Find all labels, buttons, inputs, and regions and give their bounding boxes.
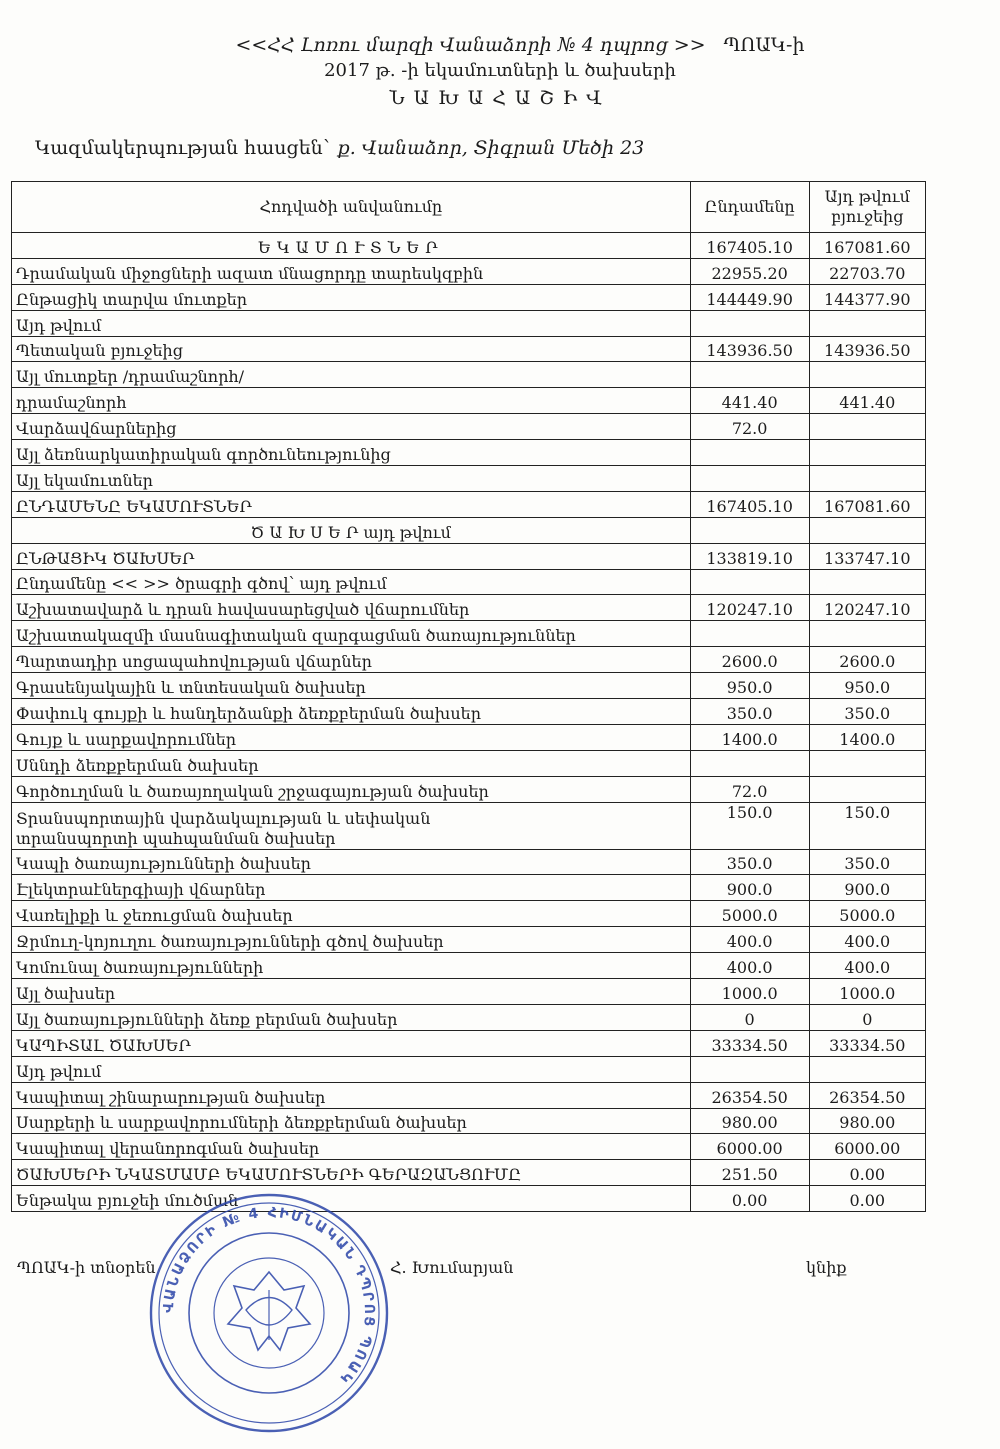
row-name: ԾԱԽՍԵՐԻ ՆԿԱՏՄԱՄԲ ԵԿԱՄՈՒՏՆԵՐԻ ԳԵՐԱԶԱՆՑՈՒՄԸ <box>12 1160 691 1186</box>
row-budget: 133747.10 <box>809 543 925 569</box>
row-budget: 0.00 <box>809 1160 925 1186</box>
row-budget: 350.0 <box>809 849 925 875</box>
row-total: 72.0 <box>690 776 809 802</box>
row-name: Այլ եկամուտներ <box>12 466 691 492</box>
header-budget: Այդ թվում բյուջեից <box>809 182 925 233</box>
row-budget <box>809 776 925 802</box>
budget-table <box>11 181 926 1212</box>
row-budget <box>809 466 925 492</box>
row-name: Կոմունալ ծառայությունների <box>12 953 691 979</box>
row-budget: 400.0 <box>809 927 925 953</box>
address-label: Կազմակերպության հասցեն՝ <box>35 137 330 159</box>
row-total: 0 <box>690 1004 809 1030</box>
table-row <box>12 491 926 517</box>
table-row <box>12 724 926 750</box>
table-row <box>12 979 926 1005</box>
row-budget: 26354.50 <box>809 1082 925 1108</box>
row-budget: 350.0 <box>809 699 925 725</box>
row-total: 1400.0 <box>690 724 809 750</box>
row-name: Սննդի ձեռքբերման ծախսեր <box>12 750 691 776</box>
row-total: 5000.0 <box>690 901 809 927</box>
row-budget: 400.0 <box>809 953 925 979</box>
row-budget <box>809 362 925 388</box>
row-total: 350.0 <box>690 699 809 725</box>
row-budget: 1000.0 <box>809 979 925 1005</box>
row-total: 400.0 <box>690 927 809 953</box>
stamp-label: կնիք <box>806 1258 847 1277</box>
table-row <box>12 673 926 699</box>
row-name: Կապի ծառայությունների ծախսեր <box>12 849 691 875</box>
row-total: 22955.20 <box>690 258 809 284</box>
table-row <box>12 414 926 440</box>
row-name: ԸՆԹԱՑԻԿ ԾԱԽՍԵՐ <box>12 543 691 569</box>
row-total <box>690 310 809 336</box>
row-name: Տրանսպորտային վարձակալության և սեփական տրանսպորտի պահպանման ծախսեր <box>12 802 691 849</box>
row-name: Այլ ծախսեր <box>12 979 691 1005</box>
table-row <box>12 466 926 492</box>
row-name: Այլ մուտքեր /դրամաշնորհ/ <box>12 362 691 388</box>
row-name: Գործուղման և ծառայողական շրջագայության ծախսեր <box>12 776 691 802</box>
row-total: 26354.50 <box>690 1082 809 1108</box>
row-name: Սարքերի և սարքավորումների ձեռքբերման ծախսեր <box>12 1108 691 1134</box>
table-row <box>12 901 926 927</box>
row-name: Դրամական միջոցների ազատ մնացորդը տարեսկզբին <box>12 258 691 284</box>
table-row <box>12 362 926 388</box>
row-total <box>690 517 809 543</box>
row-budget: 1400.0 <box>809 724 925 750</box>
table-row <box>12 1030 926 1056</box>
row-total: 120247.10 <box>690 595 809 621</box>
row-total: 400.0 <box>690 953 809 979</box>
table-header-row <box>12 182 926 233</box>
row-budget: 0 <box>809 1004 925 1030</box>
row-name: Այդ թվում <box>12 1056 691 1082</box>
table-row <box>12 284 926 310</box>
row-total: 150.0 <box>690 802 809 849</box>
row-name: ԿԱՊԻՏԱԼ ԾԱԽՍԵՐ <box>12 1030 691 1056</box>
row-total <box>690 362 809 388</box>
row-total: 33334.50 <box>690 1030 809 1056</box>
row-budget: 441.40 <box>809 388 925 414</box>
table-row <box>12 595 926 621</box>
address-value: ք. Վանաձոր, Տիգրան Մեծի 23 <box>337 137 645 159</box>
row-total: 143936.50 <box>690 336 809 362</box>
table-row <box>12 699 926 725</box>
row-name: Գրասենյակային և տնտեսական ծախսեր <box>12 673 691 699</box>
seal-text: ՎԱՆԱՁՈՐԻ № 4 ՀԻՄՆԱԿԱՆ ԴՊՐՈՑ ՊՈԱԿ <box>160 1204 378 1388</box>
row-name: Վառելիքի և ջեռուցման ծախսեր <box>12 901 691 927</box>
row-total: 441.40 <box>690 388 809 414</box>
row-total <box>690 569 809 595</box>
table-row <box>12 802 926 849</box>
row-name: Կապիտալ վերանորոգման ծախսեր <box>12 1134 691 1160</box>
row-name: Պետական բյուջեից <box>12 336 691 362</box>
director-label: ՊՈԱԿ-ի տնօրեն <box>17 1258 156 1277</box>
row-total: 0.00 <box>690 1186 809 1212</box>
org-type: ՊՈԱԿ-ի <box>723 34 805 56</box>
row-budget: 150.0 <box>809 802 925 849</box>
row-total <box>690 621 809 647</box>
table-row <box>12 875 926 901</box>
header-name: Հոդվածի անվանումը <box>12 182 691 233</box>
row-total: 167405.10 <box>690 233 809 259</box>
row-total: 1000.0 <box>690 979 809 1005</box>
table-row <box>12 543 926 569</box>
row-name: ԸՆԴԱՄԵՆԸ ԵԿԱՄՈՒՏՆԵՐ <box>12 491 691 517</box>
table-row <box>12 1108 926 1134</box>
table-row <box>12 1082 926 1108</box>
row-total: 980.00 <box>690 1108 809 1134</box>
table-row <box>12 849 926 875</box>
row-total: 133819.10 <box>690 543 809 569</box>
row-budget: 144377.90 <box>809 284 925 310</box>
row-budget: 0.00 <box>809 1186 925 1212</box>
row-budget: 22703.70 <box>809 258 925 284</box>
row-name: Ջրմուղ-կոյուղու ծառայությունների գծով ծախսեր <box>12 927 691 953</box>
row-name: Պարտադիր սոցապահովության վճարներ <box>12 647 691 673</box>
table-row <box>12 517 926 543</box>
row-budget: 900.0 <box>809 875 925 901</box>
table-row <box>12 310 926 336</box>
row-name: Այլ ձեռնարկատիրական գործունեությունից <box>12 440 691 466</box>
row-name: Էլեկտրաէներգիայի վճարներ <box>12 875 691 901</box>
school-name: <<ՀՀ Լոռու մարզի Վանաձորի № 4 դպրոց >> <box>235 34 706 56</box>
row-budget <box>809 1056 925 1082</box>
row-name: Կապիտալ շինարարության ծախսեր <box>12 1082 691 1108</box>
row-total: 144449.90 <box>690 284 809 310</box>
row-budget <box>809 440 925 466</box>
row-name: Աշխատավարձ և դրան հավասարեցված վճարումներ <box>12 595 691 621</box>
table-row <box>12 258 926 284</box>
address-line <box>35 137 644 159</box>
row-budget <box>809 569 925 595</box>
row-name: Այլ ծառայությունների ձեռք բերման ծախսեր <box>12 1004 691 1030</box>
table-row <box>12 1160 926 1186</box>
row-name: Ընդամենը << >> ծրագրի գծով՝ այդ թվում <box>12 569 691 595</box>
row-budget <box>809 621 925 647</box>
row-total <box>690 440 809 466</box>
row-name: Աշխատակազմի մասնագիտական զարգացման ծառայություններ <box>12 621 691 647</box>
table-row <box>12 388 926 414</box>
row-name: Գույք և սարքավորումներ <box>12 724 691 750</box>
row-budget: 120247.10 <box>809 595 925 621</box>
row-name: դրամաշնորհ <box>12 388 691 414</box>
table-row <box>12 776 926 802</box>
row-name: Ենթակա բյուջեի մուծման <box>12 1186 691 1212</box>
director-name: Հ. Խումարյան <box>390 1258 514 1277</box>
document-title: ՆԱԽԱՀԱՇԻՎ <box>389 87 611 109</box>
row-budget: 980.00 <box>809 1108 925 1134</box>
document-header <box>0 34 1000 109</box>
row-name: Այդ թվում <box>12 310 691 336</box>
header-line-1 <box>40 34 1000 56</box>
row-total: 950.0 <box>690 673 809 699</box>
row-budget <box>809 517 925 543</box>
table-row <box>12 1134 926 1160</box>
row-name: Փափուկ գույքի և հանդերձանքի ձեռքբերման ծախսեր <box>12 699 691 725</box>
row-total: 251.50 <box>690 1160 809 1186</box>
row-name: Ծ Ա Խ Ս Ե Ր այդ թվում <box>12 517 691 543</box>
table-row <box>12 953 926 979</box>
row-total: 167405.10 <box>690 491 809 517</box>
table-row <box>12 750 926 776</box>
table-row <box>12 927 926 953</box>
header-total: Ընդամենը <box>690 182 809 233</box>
header-line-2: 2017 թ. -ի եկամուտների և ծախսերի <box>324 60 676 81</box>
row-budget: 2600.0 <box>809 647 925 673</box>
row-budget <box>809 414 925 440</box>
row-total <box>690 1056 809 1082</box>
official-seal-icon <box>146 1190 392 1436</box>
row-budget <box>809 310 925 336</box>
row-name: ԵԿԱՄՈՒՏՆԵՐ <box>12 233 691 259</box>
table-row <box>12 621 926 647</box>
row-budget: 143936.50 <box>809 336 925 362</box>
table-row <box>12 1004 926 1030</box>
table-row <box>12 1056 926 1082</box>
row-total: 900.0 <box>690 875 809 901</box>
row-budget: 950.0 <box>809 673 925 699</box>
row-budget: 6000.00 <box>809 1134 925 1160</box>
row-total: 72.0 <box>690 414 809 440</box>
table-row <box>12 647 926 673</box>
row-total <box>690 750 809 776</box>
row-total: 350.0 <box>690 849 809 875</box>
row-name: Վարձավճարներից <box>12 414 691 440</box>
table-row <box>12 569 926 595</box>
table-row <box>12 336 926 362</box>
row-total: 2600.0 <box>690 647 809 673</box>
row-budget: 33334.50 <box>809 1030 925 1056</box>
row-budget: 5000.0 <box>809 901 925 927</box>
row-name: Ընթացիկ տարվա մուտքեր <box>12 284 691 310</box>
row-total <box>690 466 809 492</box>
row-budget <box>809 750 925 776</box>
row-budget: 167081.60 <box>809 491 925 517</box>
row-budget: 167081.60 <box>809 233 925 259</box>
row-total: 6000.00 <box>690 1134 809 1160</box>
table-row <box>12 440 926 466</box>
table-row <box>12 233 926 259</box>
